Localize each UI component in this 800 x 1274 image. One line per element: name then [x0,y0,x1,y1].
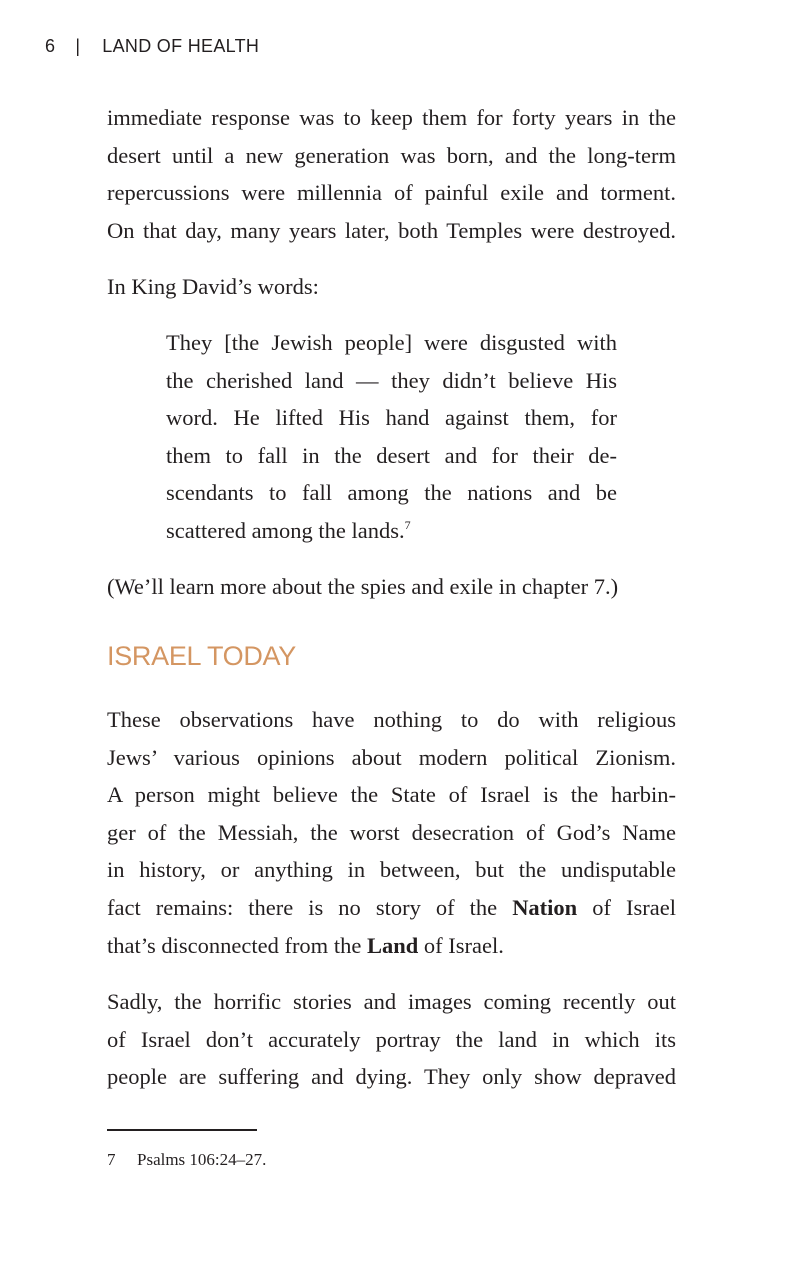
footnote [107,1150,266,1170]
paragraph-zionism [107,701,676,964]
text-segment: of Israel. [418,932,504,958]
text-line: desert until a new generation was born, and the long-term [107,142,676,168]
footnote-divider [107,1129,257,1131]
running-title: LAND OF HEALTH [102,36,260,56]
quote-line: word. He lifted His hand against them, for [166,405,617,431]
quote-text: scattered among the lands. [166,517,405,543]
text-line: in history, or anything in between, but the undisputable [107,857,676,883]
text-line: (We’ll learn more about the spies and exile in chapter 7.) [107,574,619,599]
bold-nation: Nation [512,894,578,920]
quote-line: the cherished land — they didn’t believe His [166,367,617,393]
text-line: immediate response was to keep them for forty years in the [107,105,676,130]
footnote-text: Psalms 106:24–27. [137,1150,267,1169]
running-header [45,36,259,57]
text-line: of Israel don’t accurately portray the land in which its [107,1026,676,1052]
header-separator: | [75,36,81,56]
text-line: Jews’ various opinions about modern political Zionism. [107,744,676,770]
text-line: A person might believe the State of Israel is the harbin- [107,782,676,808]
paragraph-intro [107,268,676,306]
block-quote [166,324,617,550]
text-line: These observations have nothing to do with religious [107,707,676,732]
text-segment: fact remains: there is no story of the [107,894,513,920]
text-line: people are suffering and dying. They only show depraved [107,1064,676,1090]
footnote-number: 7 [107,1150,116,1169]
text-line [107,889,676,927]
quote-line: They [the Jewish people] were disgusted with [166,330,617,355]
paragraph-exile [107,99,676,249]
quote-line-last [166,512,617,550]
bold-land: Land [366,932,419,958]
text-line: ger of the Messiah, the worst desecration of God’s Name [107,819,676,845]
footnote-reference[interactable]: 7 [404,517,411,532]
paragraph-aside [107,568,676,606]
section-heading: ISRAEL TODAY [107,641,296,671]
paragraph-sadly [107,983,676,1096]
quote-line: them to fall in the desert and for their de- [166,442,617,468]
page-number: 6 [45,36,56,56]
text-line: On that day, many years later, both Temples were destroyed. [107,217,676,243]
text-line: Sadly, the horrific stories and images coming recently out [107,989,676,1014]
text-line: In King David’s words: [107,274,319,299]
text-segment: that’s disconnected from the [107,932,367,958]
text-segment: of Israel [577,894,676,920]
text-line [107,927,676,965]
text-line: repercussions were millennia of painful exile and torment. [107,180,676,206]
quote-line: scendants to fall among the nations and be [166,480,617,506]
